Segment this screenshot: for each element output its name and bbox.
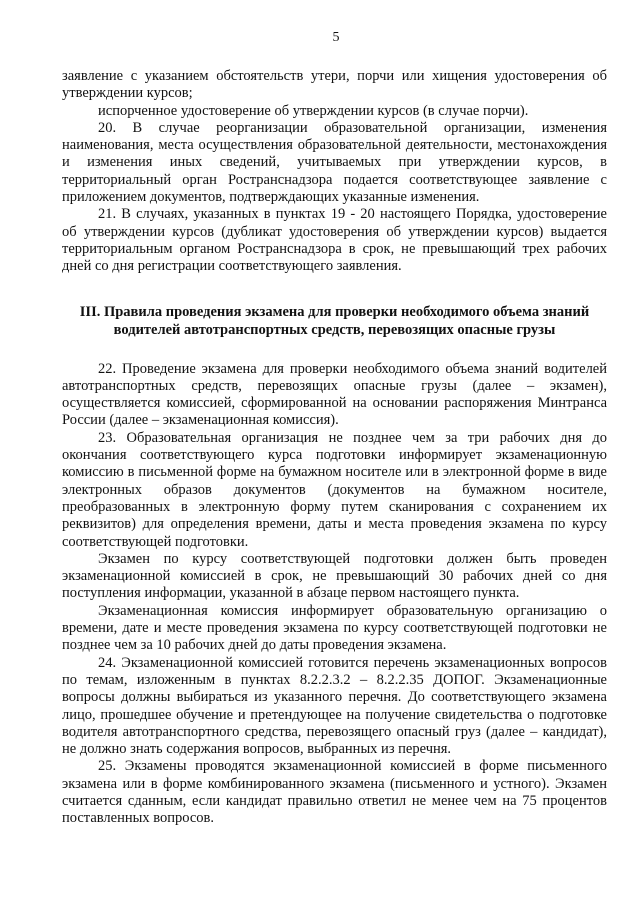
paragraph: испорченное удостоверение об утверждении курсов (в случае порчи). bbox=[98, 102, 529, 119]
paragraph: Экзамен по курсу соответствующей подготовки должен быть проведен экзаменационной комиссией в срок, не превышающий 30 рабочих дней со дня поступления информации, указанной в абзаце первом настоящего пункта. bbox=[62, 550, 607, 602]
page-number: 5 bbox=[332, 30, 340, 45]
paragraph: 25. Экзамены проводятся экзаменационной комиссией в форме письменного экзамена или в форме комбинированного экзамена (письменного и устного). Экзамен считается сданным, если кандидат правильно ответил не менее чем на 75 процентов поставленных вопросов. bbox=[62, 758, 607, 827]
body-text-bottom bbox=[62, 361, 607, 828]
paragraph: 20. В случае реорганизации образовательной организации, изменения наименования, места осуществления образовательной деятельности, местонахождения и изменения иных сведений, учитываемых при утверждении курсов, в территориальный орган Ространснадзора подается соответствующее заявление с приложением документов, подтверждающих указанные изменения. bbox=[62, 119, 607, 206]
section-heading: III. Правила проведения экзамена для проверки необходимого объема знаний водителей автотранспортных средств, перевозящих опасные грузы bbox=[79, 303, 590, 338]
paragraph: заявление с указанием обстоятельств утери, порчи или хищения удостоверения об утверждении курсов; bbox=[62, 68, 607, 102]
paragraph: Экзаменационная комиссия информирует образовательную организацию о времени, дате и месте проведения экзамена по курсу соответствующей подготовки не позднее чем за 10 рабочих дней до даты проведения экзамена. bbox=[62, 602, 607, 654]
paragraph: 24. Экзаменационной комиссией готовится перечень экзаменационных вопросов по темам, изложенным в пунктах 8.2.2.3.2 – 8.2.2.35 ДОПОГ. Экзаменационные вопросы должны выбираться из указанного перечня. До соответствующего экзамена лицо, прошедшее обучение и претендующее на получение свидетельства о подготовке водителя автотранспортного средства, перевозящего опасный груз (далее – кандидат), не должно знать содержания вопросов, выбранных из перечня. bbox=[62, 654, 607, 758]
paragraph: 21. В случаях, указанных в пунктах 19 - 20 настоящего Порядка, удостоверение об утверждении курсов (дубликат удостоверения об утверждении курсов) выдается территориальным органом Ространснадзора в срок, не превышающий трех рабочих дней со дня регистрации соответствующего заявления. bbox=[62, 206, 607, 275]
paragraph: 23. Образовательная организация не позднее чем за три рабочих дня до окончания соответствующего курса подготовки информирует экзаменационную комиссию в письменной форме на бумажном носителе или в электронной форме в виде электронных образов документов (документов на бумажном носителе, преобразованных в электронную форму путем сканирования с сохранением их реквизитов) для определения времени, даты и места проведения экзамена по курсу соответствующей подготовки. bbox=[62, 429, 607, 550]
paragraph: 22. Проведение экзамена для проверки необходимого объема знаний водителей автотранспортных средств, перевозящих опасные грузы (далее – экзамен), осуществляется комиссией, сформированной на основании распоряжения Минтранса России (далее – экзаменационная комиссия). bbox=[62, 360, 607, 429]
body-text-top bbox=[62, 68, 607, 276]
